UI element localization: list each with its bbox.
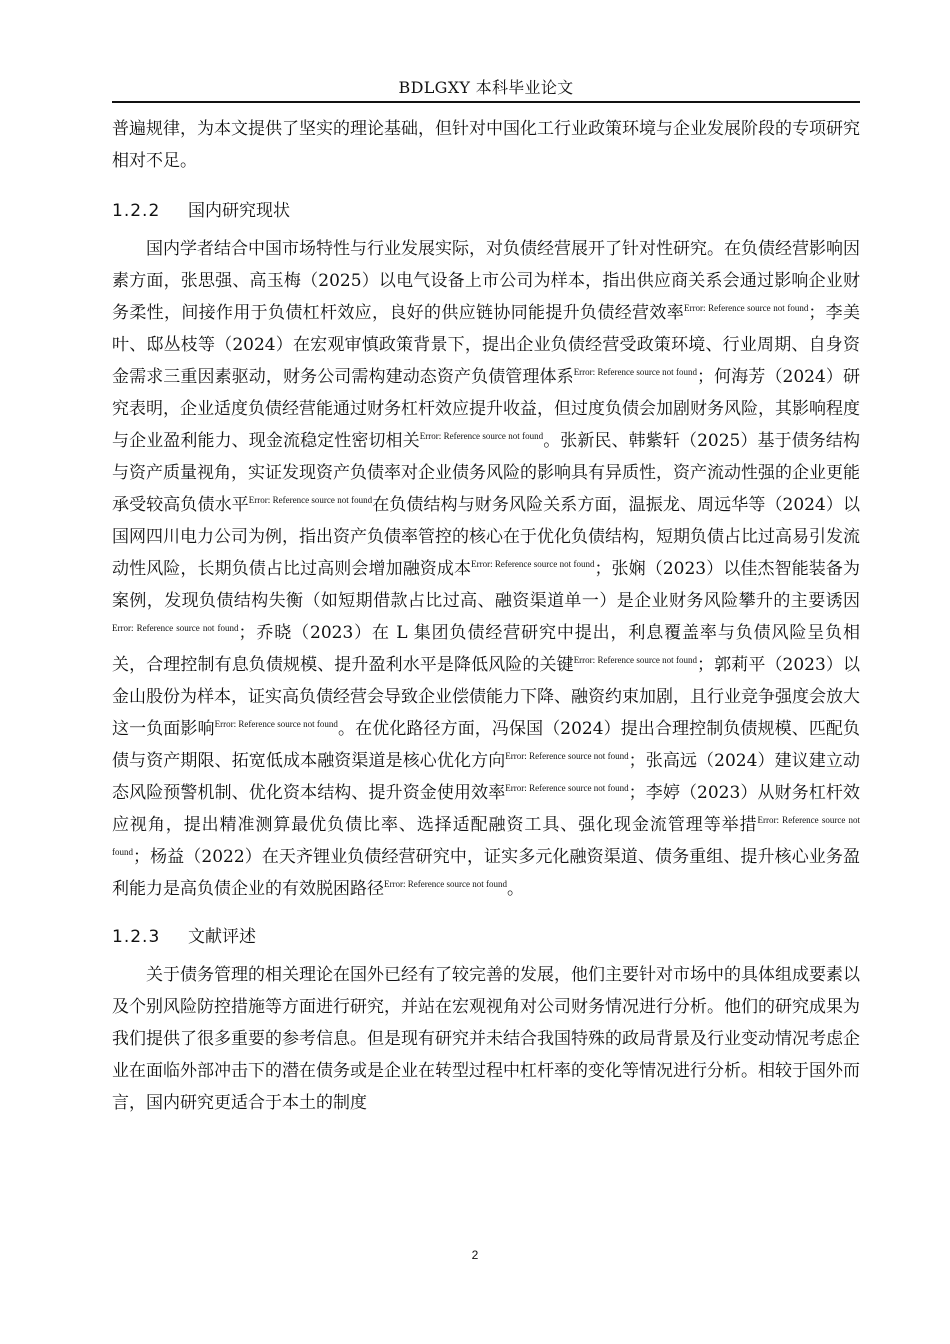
reference-error: Error: Reference source not found [112,815,861,857]
literature-review-paragraph: 关于债务管理的相关理论在国外已经有了较完善的发展，他们主要针对市场中的具体组成要素以及个别风险防控措施等方面进行研究，并站在宏观视角对公司财务情况进行分析。他们的研究成果为我们提供了很多重要的参考信息。但是现有研究并未结合我国特殊的政局背景及行业变动情况考虑企业在面临外部冲击下的潜在债务或是企业在转型过程中杠杆率的变化等情况进行分析。相较于国外而言，国内研究更适合于本土的制度 [112,965,860,1113]
reference-error: Error: Reference source not found [505,783,629,793]
intro-paragraph: 普遍规律，为本文提供了坚实的理论基础，但针对中国化工行业政策环境与企业发展阶段的专项研究相对不足。 [112,119,860,171]
text-segment: 在负债结构与财务风险关系方面，温振龙、周远华等（2024）以国网四川电力公司为例，指出资产负债率管控的核心在于优化负债结构，短期负债占比过高易引发流动性风险，长期负债占比过高则会增加融资成本 [112,495,861,579]
page-number: 2 [471,1248,479,1262]
domestic-research-paragraph [112,233,860,905]
reference-error: Error: Reference source not found [214,719,338,729]
section-number: 1.2.2 [112,201,161,221]
section-heading-1-2-2 [112,195,860,227]
text-segment: 国内学者结合中国市场特性与行业发展实际，对负债经营展开了针对性研究。在负债经营影响因素方面，张思强、高玉梅（2025）以电气设备上市公司为样本，指出供应商关系会通过影响企业财务柔性，间接作用于负债杠杆效应，良好的供应链协同能提升负债经营效率 [112,239,860,323]
reference-error: Error: Reference source not found [573,367,698,377]
text-segment: ；乔晓（2023）在 L 集团负债经营研究中提出，利息覆盖率与负债风险呈负相关，合理控制有息负债规模、提升盈利水平是降低风险的关键 [112,623,860,675]
reference-error: Error: Reference source not found [384,879,507,889]
text-segment: ；郭莉平（2023）以金山股份为样本，证实高负债经营会导致企业偿债能力下降、融资约束加剧，且行业竞争强度会放大这一负面影响 [112,655,861,739]
section-title: 国内研究现状 [188,201,290,221]
text-segment: 。 [506,879,524,899]
section-number: 1.2.3 [112,927,161,947]
reference-error: Error: Reference source not found [573,655,698,665]
section-title: 文献评述 [188,927,256,947]
page-header: BDLGXY 本科毕业论文 [398,78,574,97]
section-heading-1-2-3 [112,921,860,953]
text-segment: 。张新民、韩紫轩（2025）基于债务结构与资产质量视角，实证发现资产负债率对企业债务风险的影响具有异质性，资产流动性强的企业更能承受较高负债水平 [112,431,861,515]
text-segment: ；杨益（2022）在天齐锂业负债经营研究中，证实多元化融资渠道、债务重组、提升核心业务盈利能力是高负债企业的有效脱困路径 [112,847,860,899]
text-segment: ；何海芳（2024）研究表明，企业适度负债经营能通过财务杠杆效应提升收益，但过度负债会加剧财务风险，其影响程度与企业盈利能力、现金流稳定性密切相关 [112,367,861,451]
text-segment: ；李美叶、邸丛枝等（2024）在宏观审慎政策背景下，提出企业负债经营受政策环境、行业周期、自身资金需求三重因素驱动，财务公司需构建动态资产负债管理体系 [112,303,861,387]
text-segment: ；张娴（2023）以佳杰智能装备为案例，发现负债结构失衡（如短期借款占比过高、融资渠道单一）是企业财务风险攀升的主要诱因 [112,559,861,611]
header-rule [112,101,860,103]
reference-error: Error: Reference source not found [419,431,544,441]
reference-error: Error: Reference source not found [684,303,809,313]
text-segment: ；李婷（2023）从财务杠杆效应视角，提出精准测算最优负债比率、选择适配融资工具、强化现金流管理等举措 [112,783,861,835]
text-segment: ；张高远（2024）建议建立动态风险预警机制、优化资本结构、提升资金使用效率 [112,751,861,803]
reference-error: Error: Reference source not found [248,495,373,505]
reference-error: Error: Reference source not found [471,559,595,569]
page-body [112,113,860,1119]
text-segment: 。在优化路径方面，冯保国（2024）提出合理控制负债规模、匹配负债与资产期限、拓宽低成本融资渠道是核心优化方向 [112,719,861,771]
reference-error: Error: Reference source not found [112,623,239,633]
reference-error: Error: Reference source not found [505,751,629,761]
